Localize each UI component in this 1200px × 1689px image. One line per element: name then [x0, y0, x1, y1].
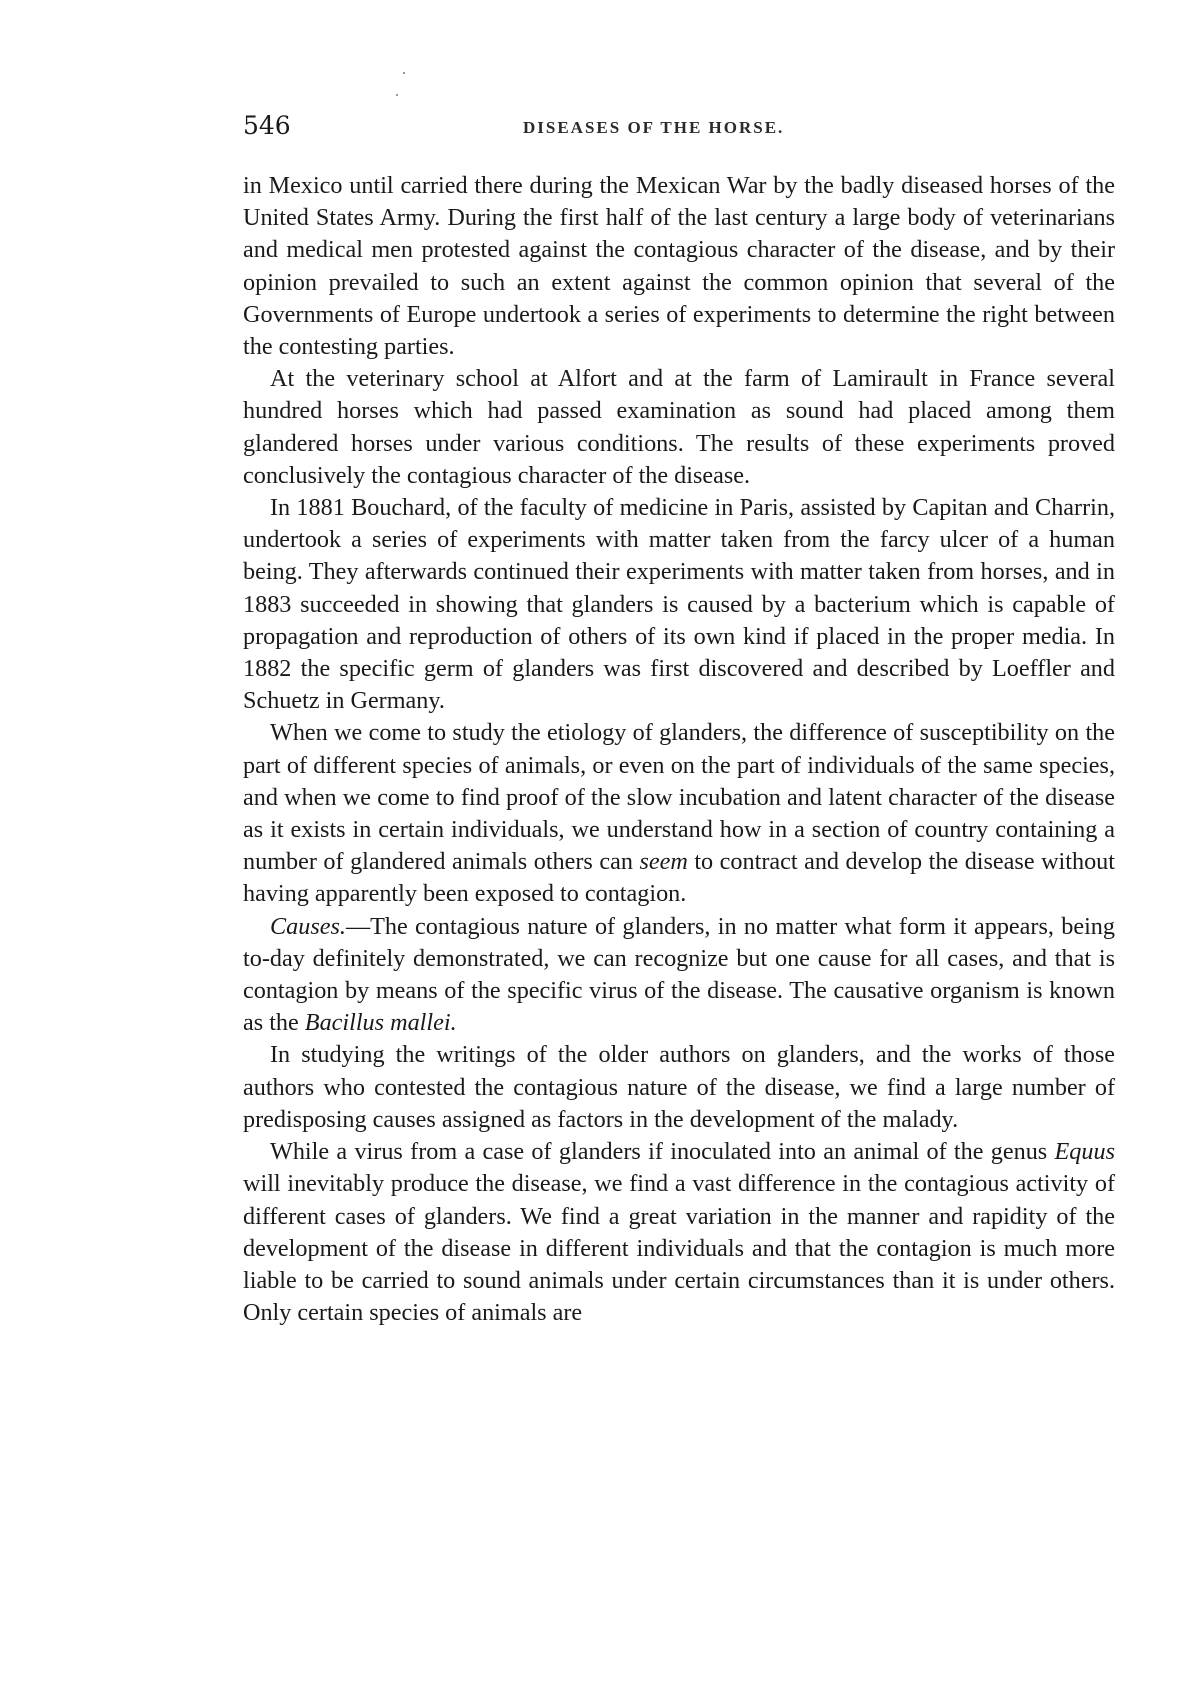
paragraph: [243, 363, 1115, 492]
page-number: 546: [243, 111, 291, 140]
italic-text: Equus: [1054, 1138, 1115, 1166]
italic-text: Bacillus mallei.: [304, 1009, 457, 1037]
paragraph: [243, 1136, 1115, 1329]
text-run: to contract and develop the disease without having apparently been exposed to contagion.: [243, 848, 1115, 908]
ink-speck: [396, 94, 398, 96]
paragraph: [243, 717, 1115, 910]
body-text: [243, 170, 1115, 1329]
running-head: DISEASES OF THE HORSE.: [523, 118, 785, 137]
text-run: in Mexico until carried there during the Mexican War by the badly diseased horses of the United States Army. During the first half of the last century a large body of veterinarians and medical men protested against the contagious character of the disease, and by their opinion prevailed to such an extent against the common opinion that several of the Governments of Europe undertook a series of experiments to determine the right between the contesting parties.: [243, 172, 1115, 361]
paragraph: [243, 492, 1115, 717]
paragraph: [243, 170, 1115, 363]
ink-speck: [403, 72, 405, 74]
text-run: —The contagious nature of glanders, in no matter what form it appears, being to-day definitely demonstrated, we can recognize but one cause for all cases, and that is contagion by means of the specific virus of the disease. The causative organism is known as the: [243, 912, 1115, 1037]
text-run: At the veterinary school at Alfort and at the farm of Lamirault in France several hundred horses which had passed examination as sound had placed among them glandered horses under various conditions. The results of these experiments proved conclusively the contagious character of the disease.: [243, 365, 1115, 489]
paragraph: [243, 1039, 1115, 1136]
text-run: In 1881 Bouchard, of the faculty of medicine in Paris, assisted by Capitan and Charrin, undertook a series of experiments with matter taken from the farcy ulcer of a human being. They afterwards continued their experiments with matter taken from horses, and in 1883 succeeded in showing that glanders is caused by a bacterium which is capable of propagation and reproduction of others of its own kind if placed in the proper media. In 1882 the specific germ of glanders was first discovered and described by Loeffler and Schuetz in Germany.: [243, 494, 1115, 715]
italic-text: seem: [639, 848, 688, 876]
text-run: will inevitably produce the disease, we find a vast difference in the contagious activity of different cases of glanders. We find a great variation in the manner and rapidity of the development of the disease in different individuals and that the contagion is much more liable to be carried to sound animals under certain circumstances than it is under others. Only certain species of animals are: [243, 1170, 1115, 1327]
paragraph: [243, 911, 1115, 1040]
text-run: When we come to study the etiology of glanders, the difference of susceptibility on the part of different species of animals, or even on the part of individuals of the same species, and when we come to find proof of the slow incubation and latent character of the disease as it exists in certain individuals, we understand how in a section of country containing a number of glandered animals others can: [243, 719, 1115, 876]
text-run: While a virus from a case of glanders if inoculated into an animal of the genus: [270, 1138, 1055, 1166]
page-header: [243, 106, 1113, 146]
italic-text: Causes.: [270, 912, 346, 940]
text-run: In studying the writings of the older authors on glanders, and the works of those authors who contested the contagious nature of the disease, we find a large number of predisposing causes assigned as factors in the development of the malady.: [243, 1041, 1115, 1133]
